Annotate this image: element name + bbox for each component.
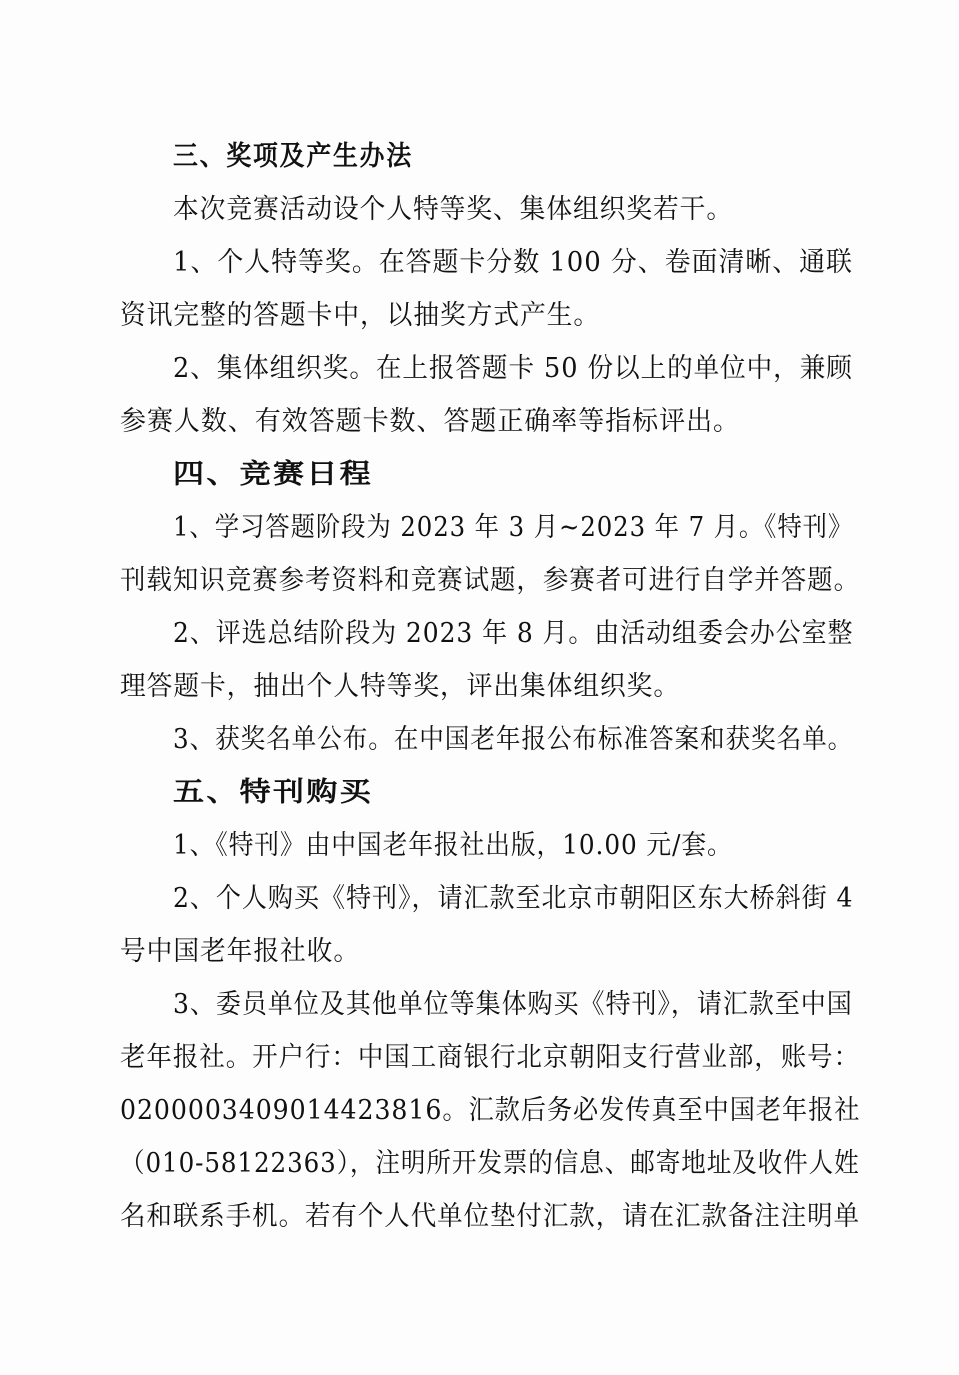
paragraph-group-award-line1: 2、集体组织奖。在上报答题卡 50 份以上的单位中，兼顾: [173, 353, 853, 384]
paragraph-study-phase-line1: 1、学习答题阶段为 2023 年 3 月~2023 年 7 月。《特刊》: [173, 512, 854, 543]
paragraph-review-phase-line1: 2、评选总结阶段为 2023 年 8 月。由活动组委会办公室整: [173, 618, 854, 649]
paragraph-individual-purchase-line1: 2、个人购买《特刊》，请汇款至北京市朝阳区东大桥斜街 4: [173, 883, 854, 914]
paragraph-individual-award-line2: 资讯完整的答题卡中，以抽奖方式产生。: [120, 300, 601, 331]
paragraph-group-purchase-line5: 名和联系手机。若有个人代单位垫付汇款，请在汇款备注注明单: [120, 1201, 861, 1232]
paragraph-announcement: 3、获奖名单公布。在中国老年报公布标准答案和获奖名单。: [173, 724, 854, 755]
paragraph-publisher: 1、《特刊》由中国老年报社出版，10.00 元/套。: [173, 830, 733, 861]
paragraph-individual-purchase-line2: 号中国老年报社收。: [120, 936, 361, 967]
section-heading-schedule: 四、竞赛日程: [173, 459, 373, 490]
section-heading-purchase: 五、特刊购买: [173, 777, 373, 808]
paragraph-review-phase-line2: 理答题卡，抽出个人特等奖，评出集体组织奖。: [120, 671, 681, 702]
paragraph-study-phase-line2: 刊载知识竞赛参考资料和竞赛试题，参赛者可进行自学并答题。: [120, 565, 861, 596]
paragraph-awards-intro: 本次竞赛活动设个人特等奖、集体组织奖若干。: [173, 194, 734, 225]
section-heading-awards: 三、奖项及产生办法: [173, 141, 413, 172]
paragraph-group-purchase-line3: 0200003409014423816。汇款后务必发传真至中国老年报社: [120, 1095, 861, 1126]
paragraph-group-purchase-line2: 老年报社。开户行：中国工商银行北京朝阳支行营业部，账号：: [120, 1042, 861, 1073]
paragraph-group-purchase-line4: （010-58122363），注明所开发票的信息、邮寄地址及收件人姓: [120, 1148, 860, 1179]
paragraph-group-award-line2: 参赛人数、有效答题卡数、答题正确率等指标评出。: [120, 406, 740, 437]
paragraph-individual-award-line1: 1、个人特等奖。在答题卡分数 100 分、卷面清晰、通联: [173, 247, 853, 278]
paragraph-group-purchase-line1: 3、委员单位及其他单位等集体购买《特刊》，请汇款至中国: [173, 989, 853, 1020]
